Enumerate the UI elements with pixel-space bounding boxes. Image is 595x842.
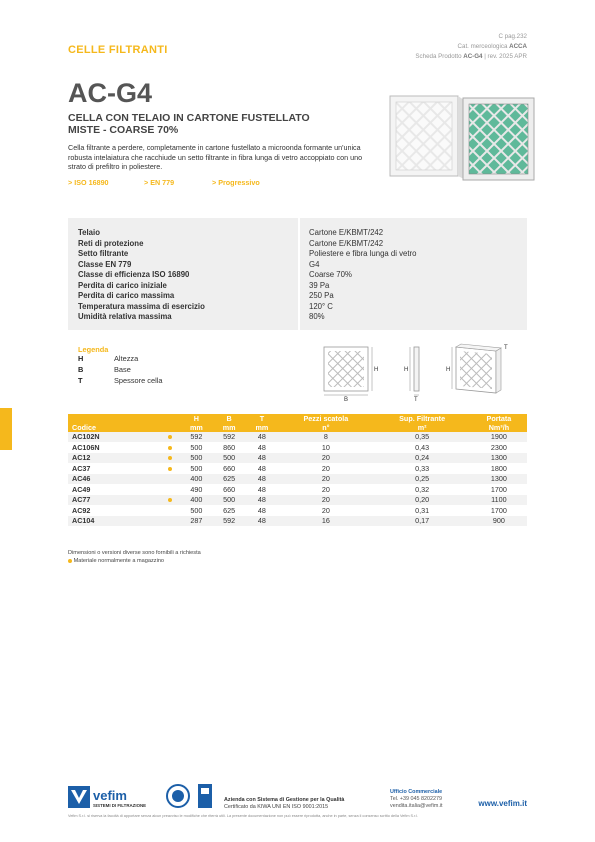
page-tab-marker [0, 408, 12, 450]
standard-en-779[interactable]: > EN 779 [144, 178, 175, 187]
pieces-cell: 10 [278, 442, 373, 453]
note-custom-sizes: Dimensioni o versioni diverse sono fornibili a richiesta [68, 550, 201, 556]
stock-cell [160, 432, 180, 442]
surface-cell: 0,32 [373, 484, 470, 495]
base-cell: 625 [213, 505, 246, 516]
thickness-cell: 48 [246, 484, 279, 495]
cert-subtitle: Certificato da KIWA UNI EN ISO 9001:2015 [224, 804, 329, 810]
pieces-cell: 20 [278, 474, 373, 485]
sales-contact [390, 789, 443, 810]
legal-disclaimer: Vefim S.r.l. si riserva la facoltà di apportare senza alcun preavviso le modifiche che riterrà utili. La presente documentazione non può essere riprodotta, anche in parte, senza il consenso scritto della Vefim S.r.l. [68, 814, 419, 818]
flow-cell: 1800 [471, 463, 527, 474]
spec-row: Umidità relativa massima 80% [78, 312, 325, 321]
vefim-logo[interactable] [68, 786, 163, 808]
height-cell: 490 [180, 484, 213, 495]
surface-cell: 0,33 [373, 463, 470, 474]
contact-title: Ufficio Commerciale [390, 789, 443, 795]
brand-name: vefim [93, 788, 127, 803]
stock-dot-icon [168, 456, 172, 460]
stock-dot-icon [68, 559, 72, 563]
label-h-side: H [404, 367, 409, 373]
height-cell: 500 [180, 505, 213, 516]
label-h: H [374, 367, 379, 373]
website-link[interactable]: www.vefim.it [478, 799, 527, 808]
spec-row: Telaio Cartone E/KBMT/242 [78, 228, 384, 237]
table-row [68, 484, 527, 495]
pieces-cell: 20 [278, 495, 373, 506]
certification-seals [166, 782, 214, 810]
stock-cell [160, 474, 180, 485]
stock-dot-icon [168, 467, 172, 471]
stock-dot-icon [168, 498, 172, 502]
legend-title: Legenda [78, 345, 109, 354]
code-cell: AC12 [68, 453, 160, 464]
table-row [68, 516, 527, 527]
flow-cell: 900 [471, 516, 527, 527]
product-photo [388, 93, 538, 183]
note-stock-legend: Materiale normalmente a magazzino [68, 557, 201, 565]
code-cell: AC106N [68, 442, 160, 453]
flow-cell: 1700 [471, 484, 527, 495]
table-row [68, 474, 527, 485]
surface-cell: 0,31 [373, 505, 470, 516]
table-row [68, 505, 527, 516]
front-view-diagram [324, 347, 378, 403]
height-cell: 500 [180, 442, 213, 453]
standard-iso-16890[interactable]: > ISO 16890 [68, 178, 109, 187]
pieces-cell: 20 [278, 453, 373, 464]
surface-cell: 0,17 [373, 516, 470, 527]
product-table [68, 414, 527, 527]
spec-row: Perdita di carico iniziale 39 Pa [78, 280, 330, 290]
height-cell: 400 [180, 495, 213, 506]
table-row [68, 463, 527, 474]
dimension-diagrams [318, 343, 518, 403]
spec-row: Temperatura massima di esercizio 120° C [78, 301, 333, 311]
flow-cell: 1900 [471, 432, 527, 442]
specifications-panel [68, 218, 527, 330]
stock-cell [160, 484, 180, 495]
thickness-cell: 48 [246, 442, 279, 453]
pieces-cell: 16 [278, 516, 373, 527]
side-view-diagram [404, 347, 419, 403]
perspective-diagram [446, 344, 508, 393]
stock-cell [160, 516, 180, 527]
table-unit-row: Codice mm mm mm n° m² Nm³/h [68, 423, 527, 432]
surface-cell: 0,25 [373, 474, 470, 485]
pieces-cell: 20 [278, 463, 373, 474]
contact-email[interactable]: vendita.italia@vefim.it [390, 803, 443, 809]
height-cell: 500 [180, 463, 213, 474]
product-description: Cella filtrante a perdere, completamente in cartone fustellato a microonda formante un'unica robusta intelaiatura che racchiude un setto filtrante in fibra lunga di vetro accoppiato con uno strato di prefiltro in poliestere. [68, 143, 363, 172]
table-row [68, 432, 527, 442]
flow-cell: 1100 [471, 495, 527, 506]
cert-title: Azienda con Sistema di Gestione per la Qualità [224, 797, 345, 803]
base-cell: 592 [213, 516, 246, 527]
base-cell: 660 [213, 463, 246, 474]
spec-row: Reti di protezione Cartone E/KBMT/242 [78, 238, 384, 248]
thickness-cell: 48 [246, 505, 279, 516]
table-row [68, 495, 527, 506]
pieces-cell: 8 [278, 432, 373, 442]
label-h-persp: H [446, 367, 451, 373]
surface-cell: 0,35 [373, 432, 470, 442]
contact-phone[interactable]: Tel. +39 045 8202279 [390, 796, 443, 802]
thickness-cell: 48 [246, 432, 279, 442]
spec-row: Classe di efficienza ISO 16890 Coarse 70% [78, 270, 352, 279]
pieces-cell: 20 [278, 505, 373, 516]
height-cell: 592 [180, 432, 213, 442]
thickness-cell: 48 [246, 474, 279, 485]
code-cell: AC46 [68, 474, 160, 485]
flow-cell: 1700 [471, 505, 527, 516]
thickness-cell: 48 [246, 516, 279, 527]
flow-cell: 1300 [471, 453, 527, 464]
code-cell: AC104 [68, 516, 160, 527]
code-cell: AC49 [68, 484, 160, 495]
section-title: CELLE FILTRANTI [68, 44, 168, 56]
base-cell: 500 [213, 495, 246, 506]
flow-cell: 1300 [471, 474, 527, 485]
stock-cell [160, 505, 180, 516]
surface-cell: 0,43 [373, 442, 470, 453]
standard-progressive[interactable]: > Progressivo [212, 178, 260, 187]
base-cell: 500 [213, 453, 246, 464]
code-cell: AC77 [68, 495, 160, 506]
surface-cell: 0,20 [373, 495, 470, 506]
spec-row: Perdita di carico massima 250 Pa [78, 291, 334, 300]
thickness-cell: 48 [246, 463, 279, 474]
thickness-cell: 48 [246, 495, 279, 506]
brand-subtitle: SISTEMI DI FILTRAZIONE [93, 803, 147, 808]
document-header-info [415, 32, 527, 62]
base-cell: 660 [213, 484, 246, 495]
stock-cell [160, 495, 180, 506]
stock-cell [160, 442, 180, 453]
label-b: B [344, 397, 349, 403]
quality-certification [224, 797, 344, 811]
table-notes [68, 549, 201, 565]
code-cell: AC37 [68, 463, 160, 474]
height-cell: 287 [180, 516, 213, 527]
spec-row: Classe EN 779 G4 [78, 259, 320, 269]
label-t-side: T [414, 397, 418, 403]
pieces-cell: 20 [278, 484, 373, 495]
flow-cell: 2300 [471, 442, 527, 453]
table-row [68, 453, 527, 464]
spec-row: Setto filtrante Poliestere e fibra lunga di vetro [78, 249, 417, 258]
base-cell: 625 [213, 474, 246, 485]
code-cell: AC92 [68, 505, 160, 516]
catalog-category: Cat. merceologica ACCA [457, 43, 527, 50]
base-cell: 860 [213, 442, 246, 453]
code-cell: AC102N [68, 432, 160, 442]
stock-dot-icon [168, 435, 172, 439]
table-header-row: H B T Pezzi scatola Sup. Filtrante Portata [68, 414, 527, 423]
label-t-persp: T [504, 345, 508, 351]
table-row [68, 442, 527, 453]
stock-cell [160, 463, 180, 474]
page-reference: C pag.232 [498, 33, 527, 40]
product-sheet-ref: Scheda Prodotto AC-G4 | rev. 2025 APR [415, 53, 527, 60]
product-subtitle: CELLA CON TELAIO IN CARTONE FUSTELLATO MISTE - COARSE 70% [68, 112, 310, 136]
product-name: AC-G4 [68, 78, 153, 108]
height-cell: 500 [180, 453, 213, 464]
thickness-cell: 48 [246, 453, 279, 464]
stock-cell [160, 453, 180, 464]
height-cell: 400 [180, 474, 213, 485]
base-cell: 592 [213, 432, 246, 442]
surface-cell: 0,24 [373, 453, 470, 464]
stock-dot-icon [168, 446, 172, 450]
